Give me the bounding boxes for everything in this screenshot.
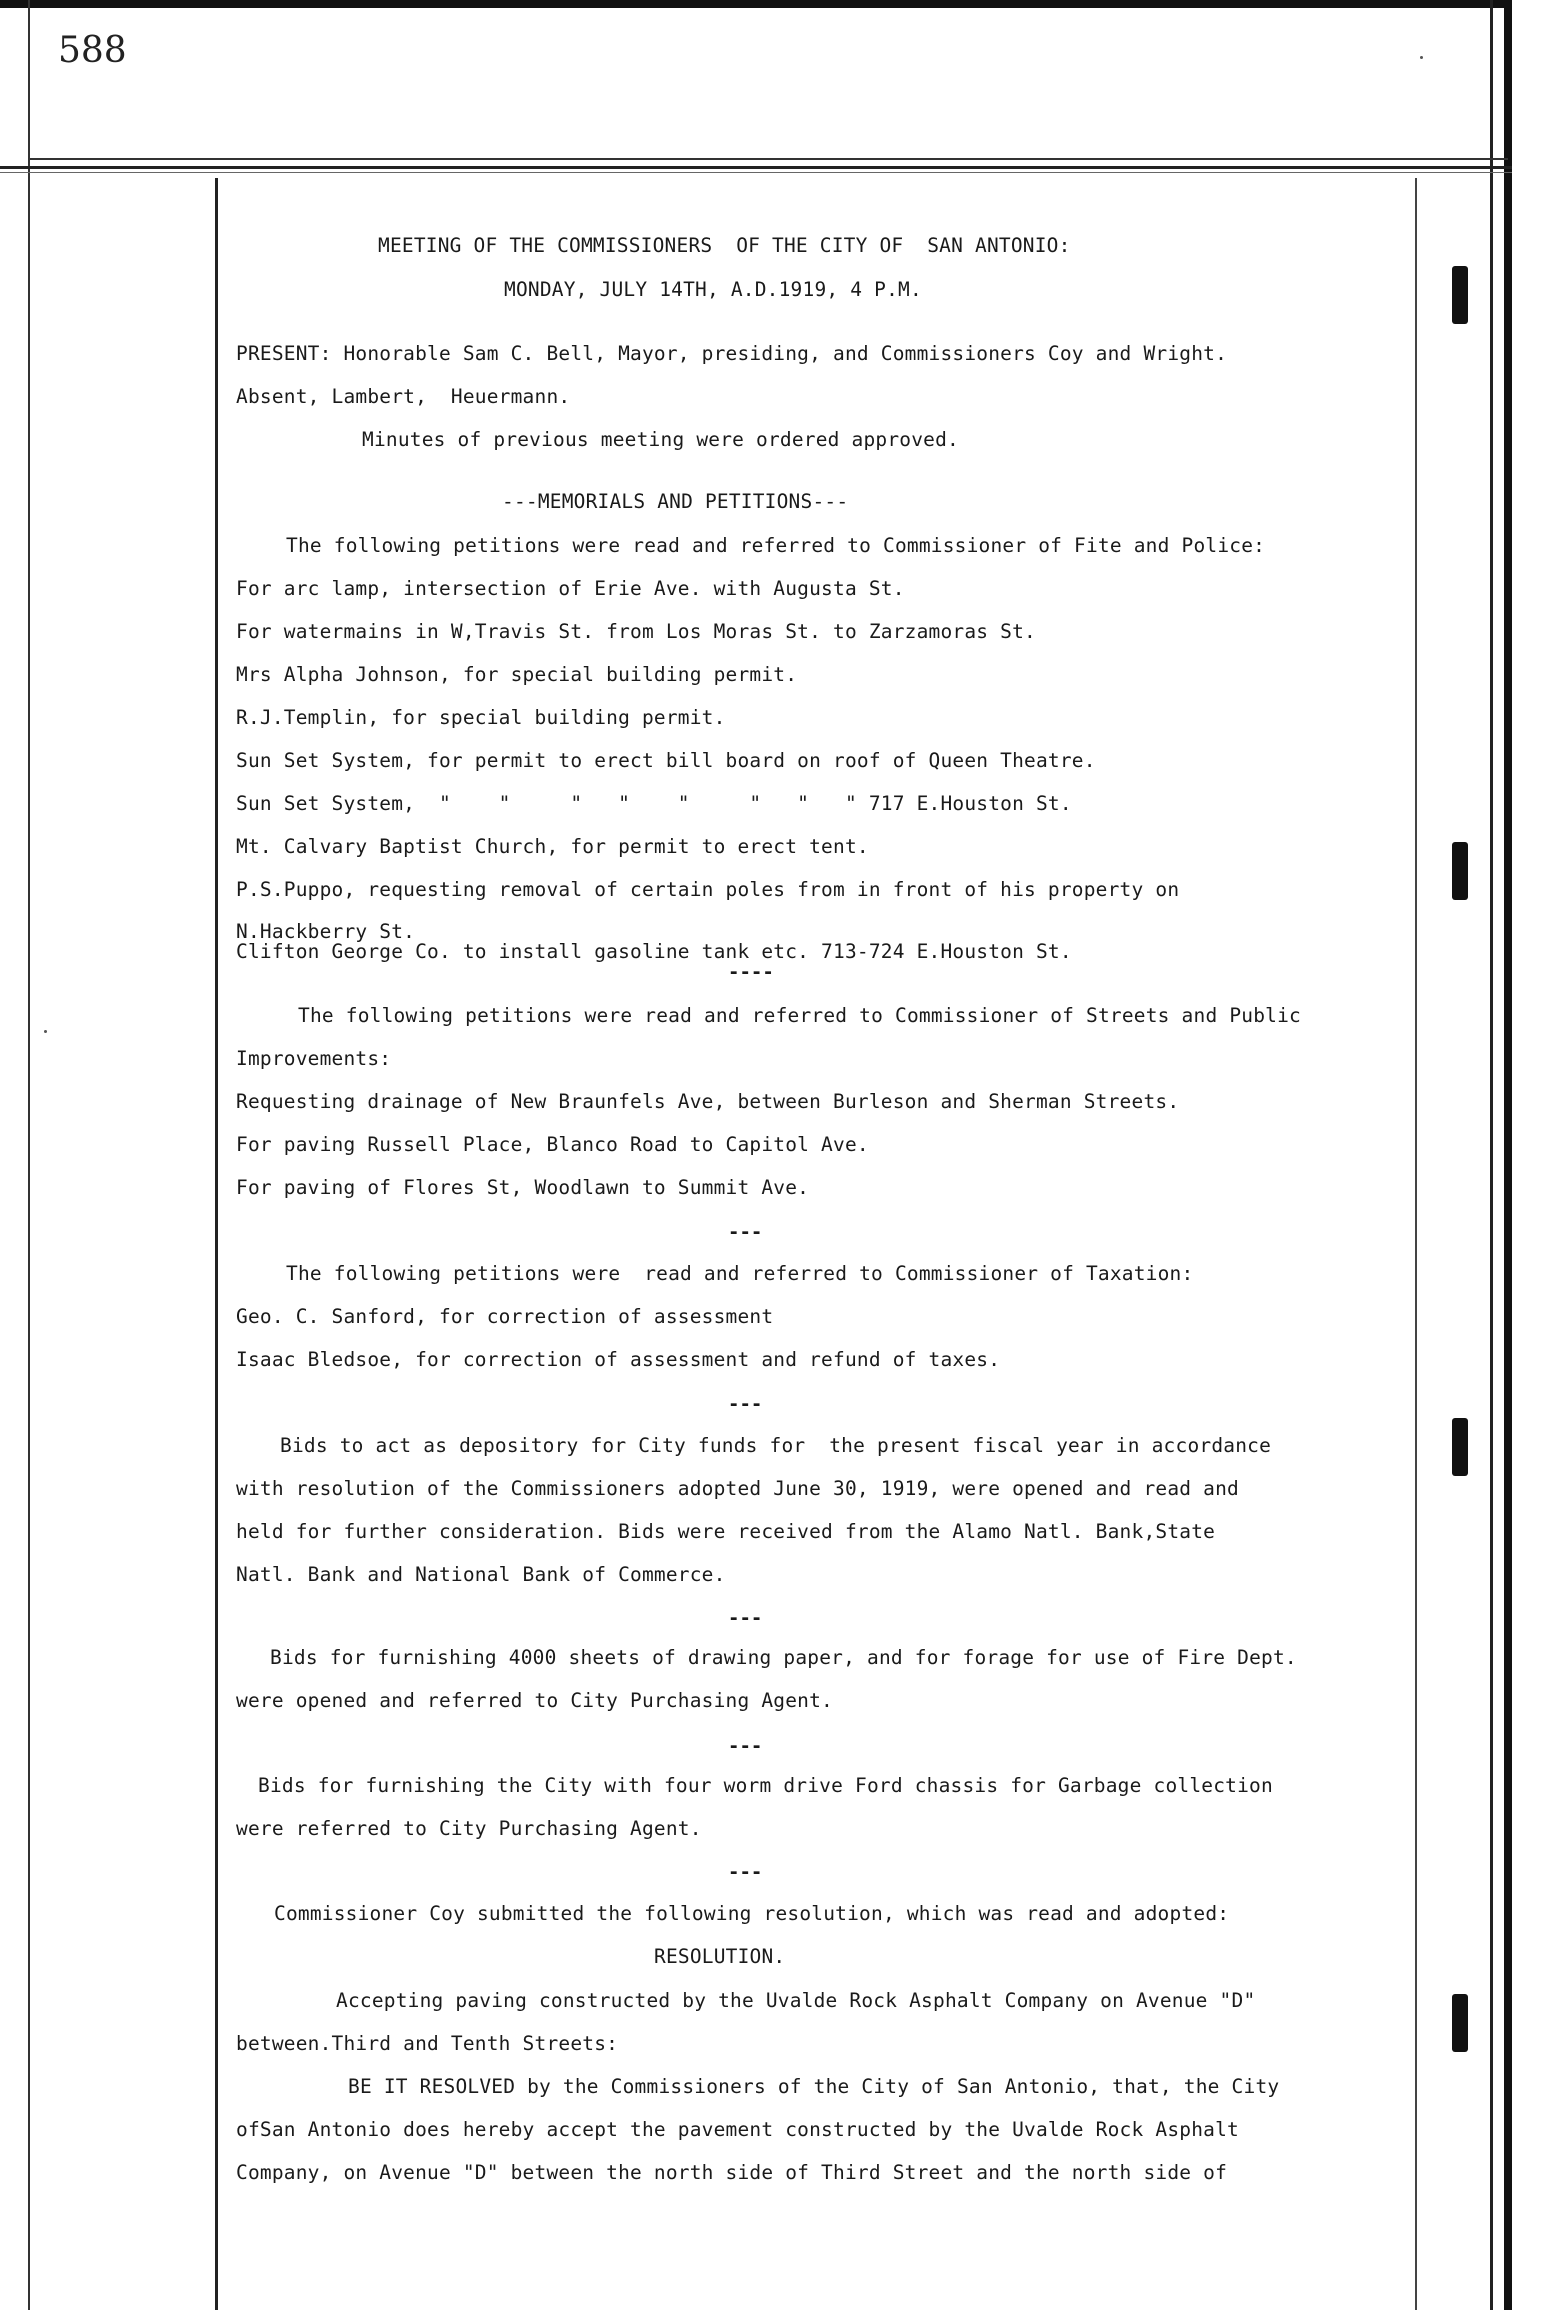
petition-item: Sun Set System, " " " " " " " " 717 E.Houston St. <box>236 792 1072 815</box>
taxation-intro: The following petitions were read and referred to Commissioner of Taxation: <box>286 1262 1194 1285</box>
scan-speck <box>44 1030 47 1033</box>
header-rule <box>28 158 1508 160</box>
separator: --- <box>728 1735 763 1757</box>
resolution-intro: Commissioner Coy submitted the following resolution, which was read and adopted: <box>274 1902 1230 1925</box>
depository-line: Natl. Bank and National Bank of Commerce. <box>236 1563 726 1586</box>
ford-chassis-line: Bids for furnishing the City with four worm drive Ford chassis for Garbage collection <box>258 1774 1273 1797</box>
petition-item: Mt. Calvary Baptist Church, for permit to erect tent. <box>236 835 869 858</box>
petition-item: R.J.Templin, for special building permit. <box>236 706 726 729</box>
petition-item: Clifton George Co. to install gasoline tank etc. 713-724 E.Houston St. <box>236 940 1072 963</box>
petition-item: Requesting drainage of New Braunfels Ave, between Burleson and Sherman Streets. <box>236 1090 1180 1113</box>
depository-line: held for further consideration. Bids were received from the Alamo Natl. Bank,State <box>236 1520 1216 1543</box>
margin-mark <box>1452 1994 1468 2052</box>
header-rule-thin <box>0 172 1512 173</box>
absent-line: Absent, Lambert, Heuermann. <box>236 385 571 408</box>
separator: --- <box>728 1393 763 1415</box>
streets-intro-cont: Improvements: <box>236 1047 392 1070</box>
meeting-title: MEETING OF THE COMMISSIONERS OF THE CITY OF SAN ANTONIO: <box>378 234 1071 257</box>
meeting-date: MONDAY, JULY 14TH, A.D.1919, 4 P.M. <box>504 278 922 301</box>
resolution-body-line: BE IT RESOLVED by the Commissioners of the City of San Antonio, that, the City <box>348 2075 1280 2098</box>
drawing-paper-line: were opened and referred to City Purchasing Agent. <box>236 1689 833 1712</box>
resolution-body-line: between.Third and Tenth Streets: <box>236 2032 619 2055</box>
right-margin-rule <box>1415 178 1417 2310</box>
scan-speck <box>1420 56 1423 59</box>
present-line: PRESENT: Honorable Sam C. Bell, Mayor, presiding, and Commissioners Coy and Wright. <box>236 342 1228 365</box>
minutes-line: Minutes of previous meeting were ordered approved. <box>362 428 959 451</box>
margin-mark <box>1452 842 1468 900</box>
depository-line: Bids to act as depository for City funds for the present fiscal year in accordance <box>280 1434 1272 1457</box>
petition-item: Mrs Alpha Johnson, for special building permit. <box>236 663 798 686</box>
separator: --- <box>728 1607 763 1629</box>
separator: --- <box>728 1861 763 1883</box>
page-frame-top <box>0 0 1512 8</box>
ford-chassis-line: were referred to City Purchasing Agent. <box>236 1817 702 1840</box>
petition-item: For paving Russell Place, Blanco Road to Capitol Ave. <box>236 1133 869 1156</box>
margin-mark <box>1452 1418 1468 1476</box>
margin-mark <box>1452 266 1468 324</box>
petition-item: N.Hackberry St. <box>236 920 416 943</box>
separator: ---- <box>728 961 774 983</box>
petition-item: For watermains in W,Travis St. from Los Moras St. to Zarzamoras St. <box>236 620 1036 643</box>
page-frame-right <box>1504 0 1512 2310</box>
section-heading: ---MEMORIALS AND PETITIONS--- <box>502 490 849 513</box>
fire-police-intro: The following petitions were read and referred to Commissioner of Fite and Police: <box>286 534 1266 557</box>
left-margin-rule <box>215 178 218 2310</box>
petition-item: For paving of Flores St, Woodlawn to Summit Ave. <box>236 1176 810 1199</box>
drawing-paper-line: Bids for furnishing 4000 sheets of drawing paper, and for forage for use of Fire Dept. <box>270 1646 1297 1669</box>
page-frame-right-inner <box>1490 0 1493 2310</box>
header-rule-double <box>0 166 1512 169</box>
separator: --- <box>728 1221 763 1243</box>
petition-item: Isaac Bledsoe, for correction of assessment and refund of taxes. <box>236 1348 1001 1371</box>
resolution-body-line: Company, on Avenue "D" between the north side of Third Street and the north side of <box>236 2161 1228 2184</box>
streets-intro: The following petitions were read and referred to Commissioner of Streets and Public <box>298 1004 1301 1027</box>
petition-item: P.S.Puppo, requesting removal of certain poles from in front of his property on <box>236 878 1180 901</box>
resolution-body-line: ofSan Antonio does hereby accept the pavement constructed by the Uvalde Rock Asphalt <box>236 2118 1239 2141</box>
resolution-heading: RESOLUTION. <box>654 1945 786 1968</box>
petition-item: Sun Set System, for permit to erect bill board on roof of Queen Theatre. <box>236 749 1096 772</box>
page-number: 588 <box>58 30 127 71</box>
petition-item: For arc lamp, intersection of Erie Ave. with Augusta St. <box>236 577 905 600</box>
depository-line: with resolution of the Commissioners adopted June 30, 1919, were opened and read and <box>236 1477 1239 1500</box>
petition-item: Geo. C. Sanford, for correction of assessment <box>236 1305 774 1328</box>
page-frame-left <box>28 0 30 2310</box>
resolution-body-line: Accepting paving constructed by the Uvalde Rock Asphalt Company on Avenue "D" <box>336 1989 1256 2012</box>
